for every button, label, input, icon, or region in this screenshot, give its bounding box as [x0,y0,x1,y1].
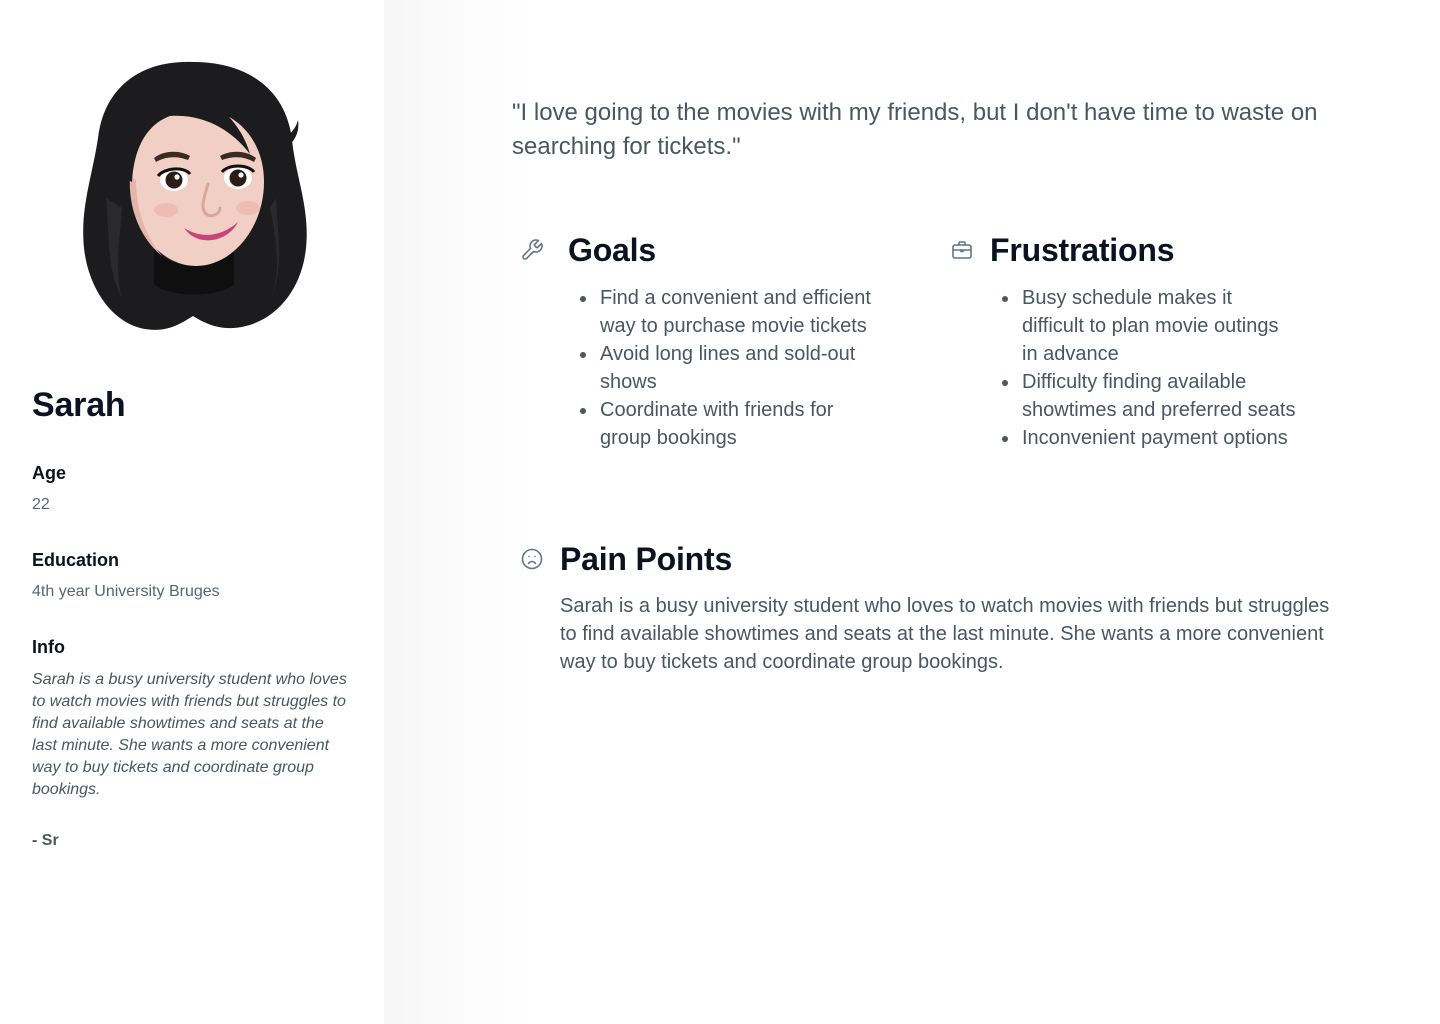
persona-details [384,0,1440,1024]
persona-name: Sarah [32,386,126,424]
education-label: Education [32,550,120,570]
avatar [70,58,316,334]
education-value: 4th year University Bruges [32,583,220,600]
pain-points-text: Sarah is a busy university student who loves to watch movies with friends but struggles to find available showtimes and seats at the last minute. She wants a more convenient way to buy tickets and coordinate group bookings. [560,595,1330,673]
signature: - Sr [32,832,59,849]
briefcase-icon [950,238,974,262]
goals-title: Goals [568,232,656,268]
frustrations-list [998,284,1296,452]
wrench-icon [520,238,544,262]
frustrations-title: Frustrations [990,232,1175,268]
list-item: • Avoid long lines and sold-out shows [598,340,888,396]
persona-sidebar [0,0,384,1024]
persona-quote: "I love going to the movies with my friends, but I don't have time to waste on searching for tickets." [512,99,1318,160]
pain-points-title: Pain Points [560,541,733,577]
goals-list [576,284,888,452]
list-item: • Busy schedule makes it difficult to plan movie outings in advance [1020,284,1296,368]
info-label: Info [32,637,65,657]
list-item: • Coordinate with friends for group bookings [598,396,888,452]
age-value: 22 [32,496,50,513]
age-label: Age [32,463,67,483]
sad-face-icon [520,547,544,571]
info-text: Sarah is a busy university student who loves to watch movies with friends but struggles to find available showtimes and seats at the last minute. She wants a more convenient way to buy tickets and coordinate group bookings. [32,671,347,798]
list-item: • Difficulty finding available showtimes and preferred seats [1020,368,1296,424]
list-item: • Inconvenient payment options [1020,424,1296,452]
list-item: • Find a convenient and efficient way to purchase movie tickets [598,284,888,340]
